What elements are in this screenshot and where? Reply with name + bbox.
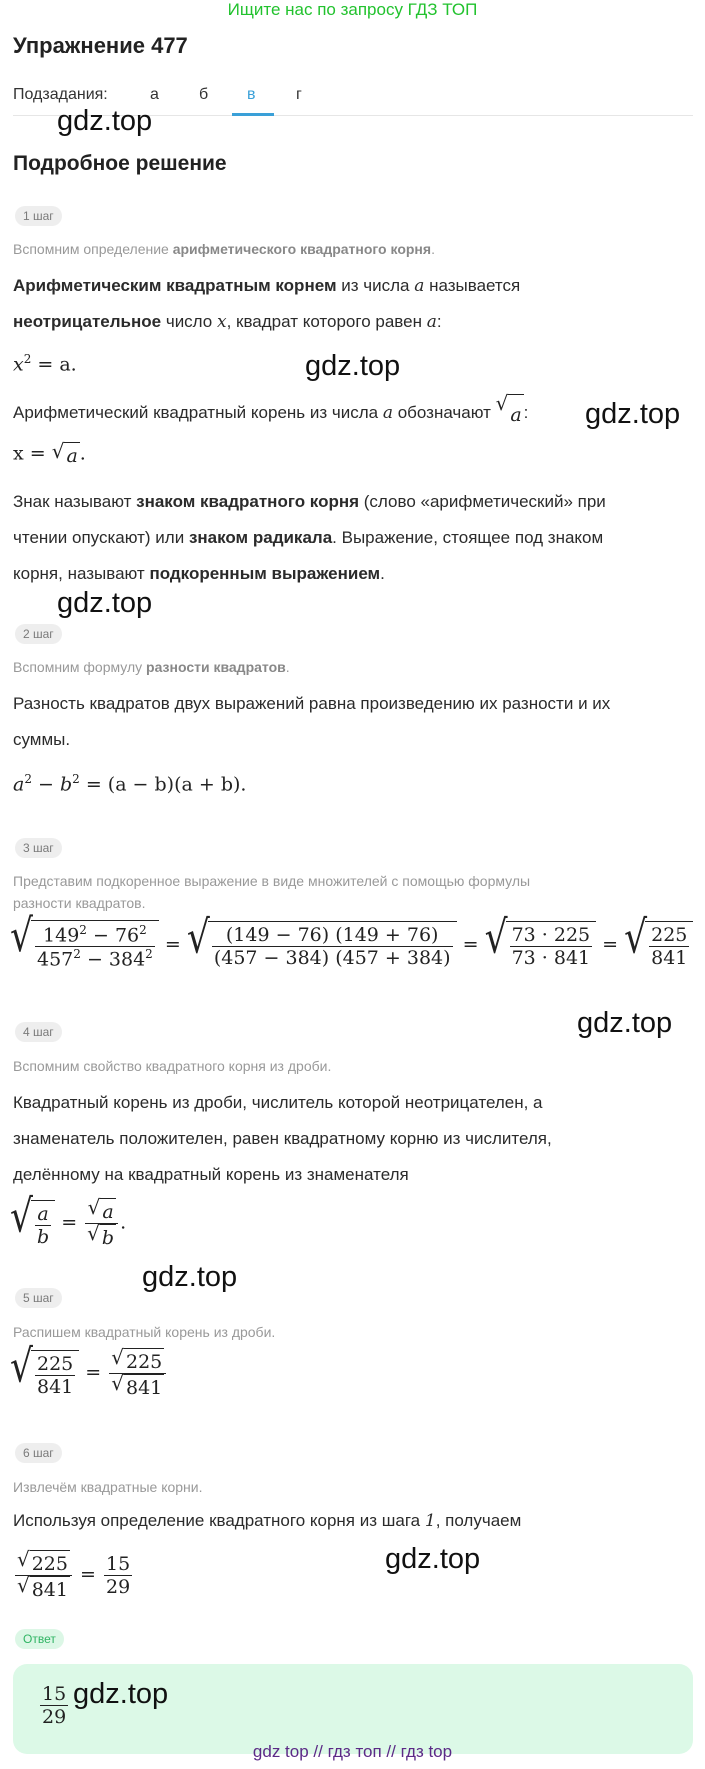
tab-b[interactable]: б [199,86,209,103]
conclusion-text: Используя определение квадратного корня из шага 1, получаем [13,1511,522,1531]
watermark: gdz.top [142,1261,238,1293]
subtasks-label: Подзадания: [13,86,108,103]
step-hint: Вспомним формулу разности квадратов. [13,659,290,675]
step-hint: Вспомним определение арифметического квадратного корня. [13,241,435,257]
step-hint: Вспомним свойство квадратного корня из дроби. [13,1058,332,1074]
footer-links[interactable]: gdz top // гдз топ // гдз top [252,1742,453,1761]
watermark: gdz.top [385,1543,481,1575]
watermark: gdz.top [57,105,153,137]
step-badge: 6 шаг [15,1443,62,1463]
formula-split-root: √ $\frac{225}{841}$ = √ 225 √ 841 [10,1348,168,1399]
watermark: gdz.top [57,587,153,619]
step-badge: 3 шаг [15,838,62,858]
tab-g[interactable]: г [296,86,302,103]
formula-difference-of-squares: $a^2 - b^2 = (a - b)(a + b)$. [13,772,247,796]
root-of-fraction-text: Квадратный корень из дроби, числитель которой неотрицателен, а знаменатель положителен, равен квадратному корню из числителя, делённому на квадратный корень из знаменателя [13,1093,552,1184]
step-badge: 2 шаг [15,624,62,644]
formula-result: √ 225 √ 841 = $\frac{15}{29}$ [17,1547,131,1601]
formula-x-squared: $x^2 = a$. [13,352,77,376]
watermark: gdz.top [305,350,401,382]
answer-badge: Ответ [15,1629,64,1649]
difference-of-squares-text: Разность квадратов двух выражений равна произведению их разности и их суммы. [13,694,611,749]
radical-sign-text: Знак называют знаком квадратного корня (слово «арифметический» при чтении опускают) или знаком радикала. Выражение, стоящее под знаком корня, называют подкоренным выражением. [13,492,606,583]
step-badge: 1 шаг [15,206,62,226]
step-badge: 4 шаг [15,1022,62,1042]
step-hint: Распишем квадратный корень из дроби. [13,1324,276,1340]
active-tab-indicator [232,113,274,116]
step-badge: 5 шаг [15,1288,62,1308]
formula-factorization: √ $\frac{149^2 - 76^2}{457^2 - 384^2}$ = √ $\frac{(149 - 76) (149 + 76)}{(457 - 384) (457 + 384)}$ = √ $\frac{73 \cdot 225}{73 \cdot 841}$ = √ $\frac{225}{841}$ [10,920,693,971]
step-hint: Представим подкоренное выражение в виде множителей с помощью формулы разности квадратов. [13,873,531,911]
step-hint: Извлечём квадратные корни. [13,1479,203,1495]
watermark: gdz.top [585,398,681,430]
section-title: Подробное решение [13,152,227,175]
formula-x-root: x = √ a . [13,439,86,467]
definition-text: Арифметическим квадратным корнем из числа a называется неотрицательное число x, квадрат которого равен a: [13,276,521,332]
watermark: gdz.top [73,1678,169,1710]
promo-banner: Ищите нас по запросу ГДЗ ТОП [227,0,478,19]
tab-a[interactable]: а [150,86,159,103]
watermark: gdz.top [577,1007,673,1039]
formula-root-of-fraction: √ $\frac{a}{b}$ = √ a √ b . [10,1189,127,1249]
tab-v[interactable]: в [247,86,256,103]
page-title: Упражнение 477 [13,33,188,58]
answer-value: $\frac{15}{29}$ [42,1683,67,1728]
notation-text: Арифметический квадратный корень из числа a обозначают √ a : [13,394,528,433]
